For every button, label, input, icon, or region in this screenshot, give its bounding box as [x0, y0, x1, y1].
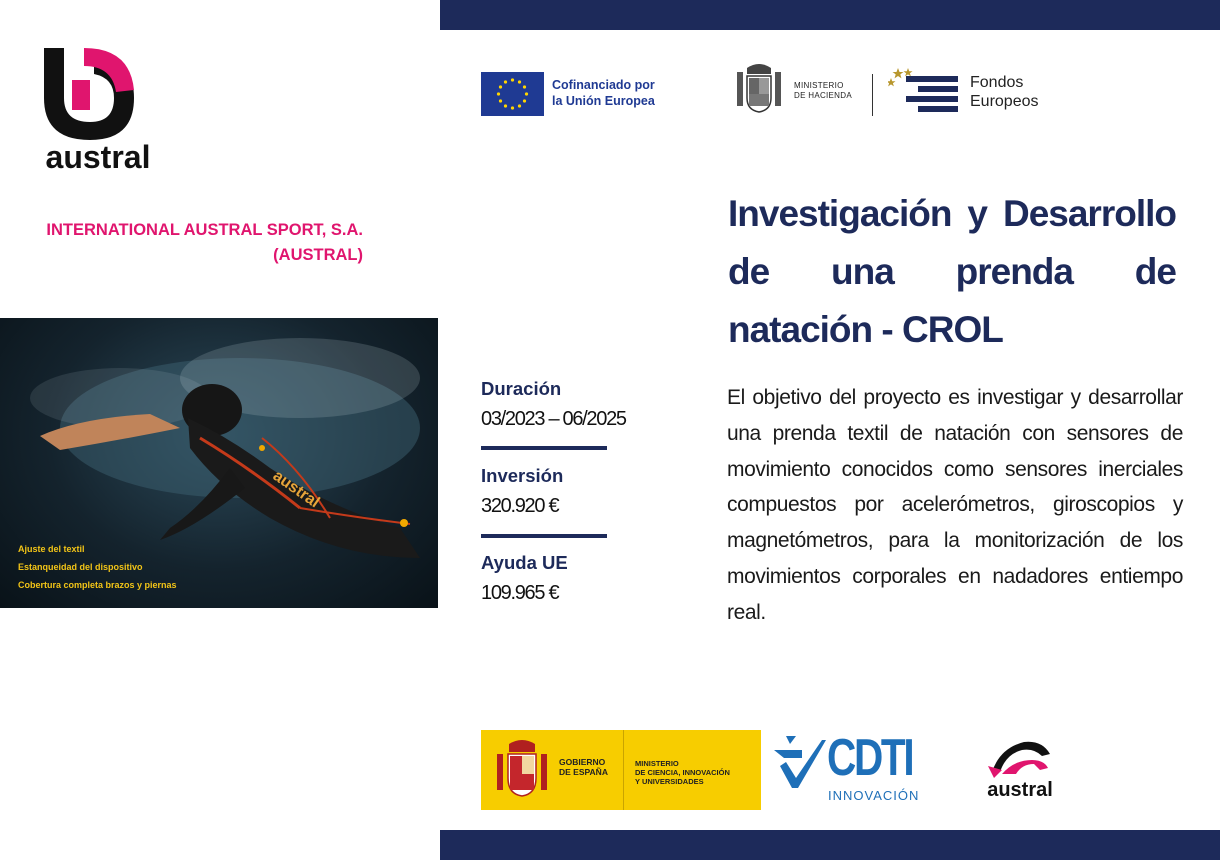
cdti-logo	[772, 728, 920, 812]
spain-shield-icon	[493, 740, 551, 800]
title-line2: de una prenda de	[728, 251, 1176, 292]
ministerio-hacienda-text	[794, 81, 852, 101]
min-ciencia-line3: Y UNIVERSIDADES	[635, 777, 704, 786]
eu-cofinanciado-text	[552, 77, 692, 109]
gobierno-text	[559, 757, 608, 777]
duration-label: Duración	[481, 378, 562, 399]
gob-line1: GOBIERNO	[559, 757, 606, 767]
min-hac-line1: MINISTERIO	[794, 81, 844, 90]
photo-caption-1: Ajuste del textil	[18, 544, 85, 554]
bottom-banner	[440, 830, 1220, 860]
eu-text-line2: la Unión Europea	[552, 94, 655, 108]
company-name-line1: INTERNATIONAL AUSTRAL SPORT, S.A.	[46, 221, 363, 239]
cdti-text: CDTI	[827, 729, 913, 787]
photo-caption-3: Cobertura completa brazos y piernas	[18, 580, 177, 590]
suit-brand-text: austral	[269, 467, 323, 512]
cdti-arrow-icon	[772, 732, 828, 792]
company-name	[20, 218, 363, 268]
gob-divider	[623, 730, 624, 810]
duration-divider	[481, 446, 607, 450]
title-line1: Investigación y Desarrollo	[728, 193, 1176, 234]
top-banner	[440, 0, 1220, 30]
fondos-europeos-icon	[888, 66, 964, 116]
gobierno-espana-logo	[481, 730, 761, 810]
austral-kangaroo-logo	[972, 734, 1068, 800]
aid-value: 109.965 €	[481, 582, 559, 604]
min-ciencia-line1: MINISTERIO	[635, 759, 679, 768]
logo-divider	[872, 74, 873, 116]
swimmer-photo	[0, 318, 438, 608]
spain-coat-of-arms-icon	[733, 62, 785, 116]
austral-small-text: austral	[987, 779, 1053, 800]
fondos-europeos-text	[970, 73, 1039, 111]
fondos-line1: Fondos	[970, 74, 1024, 91]
gob-line2: DE ESPAÑA	[559, 767, 608, 777]
project-description: El objetivo del proyecto es investigar y desarrollar una prenda textil de natación con sensores de movimiento conocidos como sensores inerciales compuestos por acelerómetros, giroscopios y magnetómetros, para la monitorización de los movimientos corporales en nadadores entiempo real.	[727, 386, 1183, 624]
title-line3: natación - CROL	[728, 309, 1003, 350]
duration-value: 03/2023 – 06/2025	[481, 408, 626, 430]
austral-logo-text: austral	[45, 139, 151, 175]
cdti-innovacion-text: INNOVACIÓN	[828, 788, 920, 803]
project-title	[728, 185, 1176, 359]
ministerio-ciencia-text	[635, 759, 730, 786]
photo-caption-2: Estanqueidad del dispositivo	[18, 562, 143, 572]
eu-text-line1: Cofinanciado por	[552, 78, 655, 92]
aid-label: Ayuda UE	[481, 552, 568, 573]
min-hac-line2: DE HACIENDA	[794, 91, 852, 100]
company-name-line2: (AUSTRAL)	[273, 246, 363, 264]
min-ciencia-line2: DE CIENCIA, INNOVACIÓN	[635, 768, 730, 777]
fondos-line2: Europeos	[970, 93, 1039, 110]
austral-logo	[18, 40, 178, 175]
eu-flag-icon	[481, 72, 544, 116]
investment-divider	[481, 534, 607, 538]
investment-value: 320.920 €	[481, 495, 559, 517]
investment-label: Inversión	[481, 465, 564, 486]
